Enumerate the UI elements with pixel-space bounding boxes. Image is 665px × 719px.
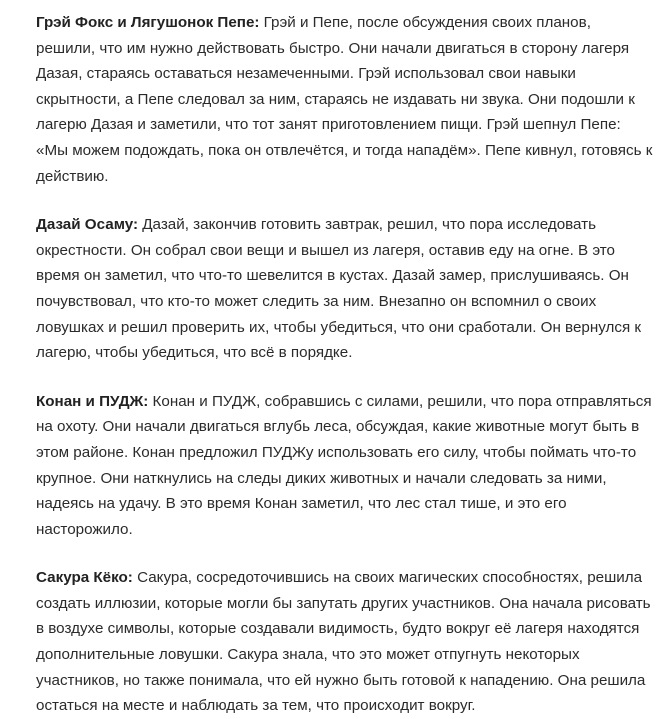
paragraph-grey-fox-pepe: [36, 10, 653, 189]
speaker-label: Дазай Осаму:: [36, 216, 139, 234]
speaker-label: Сакура Кёко:: [36, 569, 133, 587]
speaker-label: Грэй Фокс и Лягушонок Пепе:: [36, 14, 260, 31]
paragraph-sakura: [36, 565, 653, 719]
paragraph-text: Дазай, закончив готовить завтрак, решил, что пора исследовать окрестности. Он собрал свои вещи и вышел из лагеря, оставив еду на огне. В это время он заметил, что что-то шевелится в кустах. Дазай замер, прислушиваясь. Он почувствовал, что кто-то может следить за ним. Внезапно он вспомнил о своих ловушках и решил проверить их, чтобы убедиться, что они сработали. Он вернулся к лагерю, чтобы убедиться, что всё в порядке.: [36, 216, 642, 362]
paragraph-conan-pudge: [36, 389, 653, 543]
paragraph-text: Конан и ПУДЖ, собравшись с силами, решили, что пора отправляться на охоту. Они начали двигаться вглубь леса, обсуждая, какие животные могут быть в этом районе. Конан предложил ПУДЖу использовать его силу, чтобы поймать что-то крупное. Они наткнулись на следы диких животных и начали следовать за ними, надеясь на удачу. В это время Конан заметил, что лес стал тише, и это его насторожило.: [36, 392, 652, 538]
paragraph-text: Сакура, сосредоточившись на своих магических способностях, решила создать иллюзии, которые могли бы запутать других участников. Она начала рисовать в воздухе символы, которые создавали видимость, будто вокруг её лагеря находятся дополнительные ловушки. Сакура знала, что это может отпугнуть некоторых участников, но также понимала, что ей нужно быть готовой к нападению. Она решила остаться на месте и наблюдать за тем, что происходит вокруг.: [36, 569, 651, 715]
paragraph-dazai: [36, 212, 653, 366]
speaker-label: Конан и ПУДЖ:: [36, 392, 149, 410]
paragraph-text: Грэй и Пепе, после обсуждения своих планов, решили, что им нужно действовать быстро. Они начали двигаться в сторону лагеря Дазая, стараясь оставаться незамеченными. Грэй использовал свои навыки скрытности, а Пепе следовал за ним, стараясь не издавать ни звука. Они подошли к лагерю Дазая и заметили, что тот занят приготовлением пищи. Грэй шепнул Пепе: «Мы можем подождать, пока он отвлечётся, и тогда нападём». Пепе кивнул, готовясь к действию.: [36, 14, 653, 185]
